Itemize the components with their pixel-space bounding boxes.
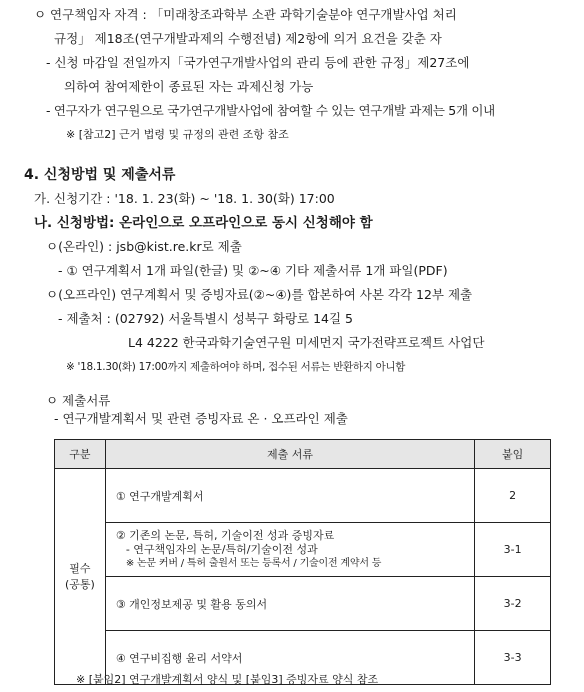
table-header-row [55, 440, 551, 469]
footer-note: ※ [붙임2] 연구개발계획서 양식 및 [붙임3] 증빙자료 양식 참조 [76, 673, 379, 686]
attachment-cell: 3-3 [475, 631, 551, 685]
document-cell: ④ 연구비집행 윤리 서약서 [105, 631, 475, 685]
application-eligibility-line-2: 의하여 참여제한이 종료된 자는 과제신청 가능 [64, 79, 314, 94]
online-submission: ㅇ(온라인) : jsb@kist.re.kr로 제출 [46, 239, 242, 254]
table-row [55, 577, 551, 631]
documents-description: - 연구개발계획서 및 관련 증빙자료 온 · 오프라인 제출 [54, 411, 348, 426]
category-label: 필수 [69, 561, 91, 575]
document-title: ② 기존의 논문, 특허, 기술이전 성과 증빙자료 [115, 528, 335, 542]
category-sublabel: (공통) [64, 577, 95, 591]
header-attachment: 붙임 [475, 440, 551, 469]
document-subitem: - 연구책임자의 논문/특허/기술이전 성과 [125, 542, 318, 556]
qualification-line-1: ㅇ 연구책임자 자격 : 「미래창조과학부 소관 과학기술분야 연구개발사업 처리 [34, 7, 457, 22]
qualification-line-2: 규정」 제18조(연구개발과제의 수행전념) 제2항에 의거 요건을 갖춘 자 [54, 31, 442, 46]
offline-submission: ㅇ(오프라인) 연구계획서 및 증빙자료(②~④)를 합본하여 사본 각각 12부 제출 [46, 287, 473, 302]
deadline-note: ※ '18.1.30(화) 17:00까지 제출하여야 하며, 접수된 서류는 반환하지 아니함 [66, 361, 406, 373]
attachment-cell: 3-2 [475, 577, 551, 631]
table-row [55, 469, 551, 523]
project-limit-line: - 연구자가 연구원으로 국가연구개발사업에 참여할 수 있는 연구개발 과제는 5개 이내 [46, 103, 495, 118]
document-cell: ① 연구개발계획서 [105, 469, 475, 523]
documents-title: ㅇ 제출서류 [46, 393, 111, 408]
submission-address-line-2: L4 4222 한국과학기술연구원 미세먼지 국가전략프로젝트 사업단 [128, 335, 485, 350]
document-cell [105, 523, 475, 577]
attachment-cell: 2 [475, 469, 551, 523]
application-period: 가. 신청기간 : '18. 1. 23(화) ~ '18. 1. 30(화) 17:00 [34, 191, 335, 206]
document-cell: ③ 개인정보제공 및 활용 동의서 [105, 577, 475, 631]
document-note: ※ 논문 커버 / 특허 출원서 또는 등록서 / 기술이전 계약서 등 [125, 557, 382, 569]
submission-address-line-1: - 제출처 : (02792) 서울특별시 성북구 화랑로 14길 5 [58, 311, 354, 326]
application-method: 나. 신청방법: 온라인으로 오프라인으로 동시 신청해야 함 [34, 215, 373, 231]
application-eligibility-line-1: - 신청 마감일 전일까지「국가연구개발사업의 관리 등에 관한 규정」제27조에 [46, 55, 470, 70]
attachment-cell: 3-1 [475, 523, 551, 577]
category-cell [55, 469, 106, 685]
table-row [55, 523, 551, 577]
section-heading: 4. 신청방법 및 제출서류 [24, 167, 176, 183]
online-submission-detail: - ① 연구계획서 1개 파일(한글) 및 ②~④ 기타 제출서류 1개 파일(PDF) [58, 263, 448, 278]
header-document: 제출 서류 [105, 440, 475, 469]
reference-note: ※ [참고2] 근거 법령 및 규정의 관련 조항 참조 [66, 128, 289, 141]
header-category: 구분 [55, 440, 106, 469]
submission-documents-table [54, 439, 551, 685]
